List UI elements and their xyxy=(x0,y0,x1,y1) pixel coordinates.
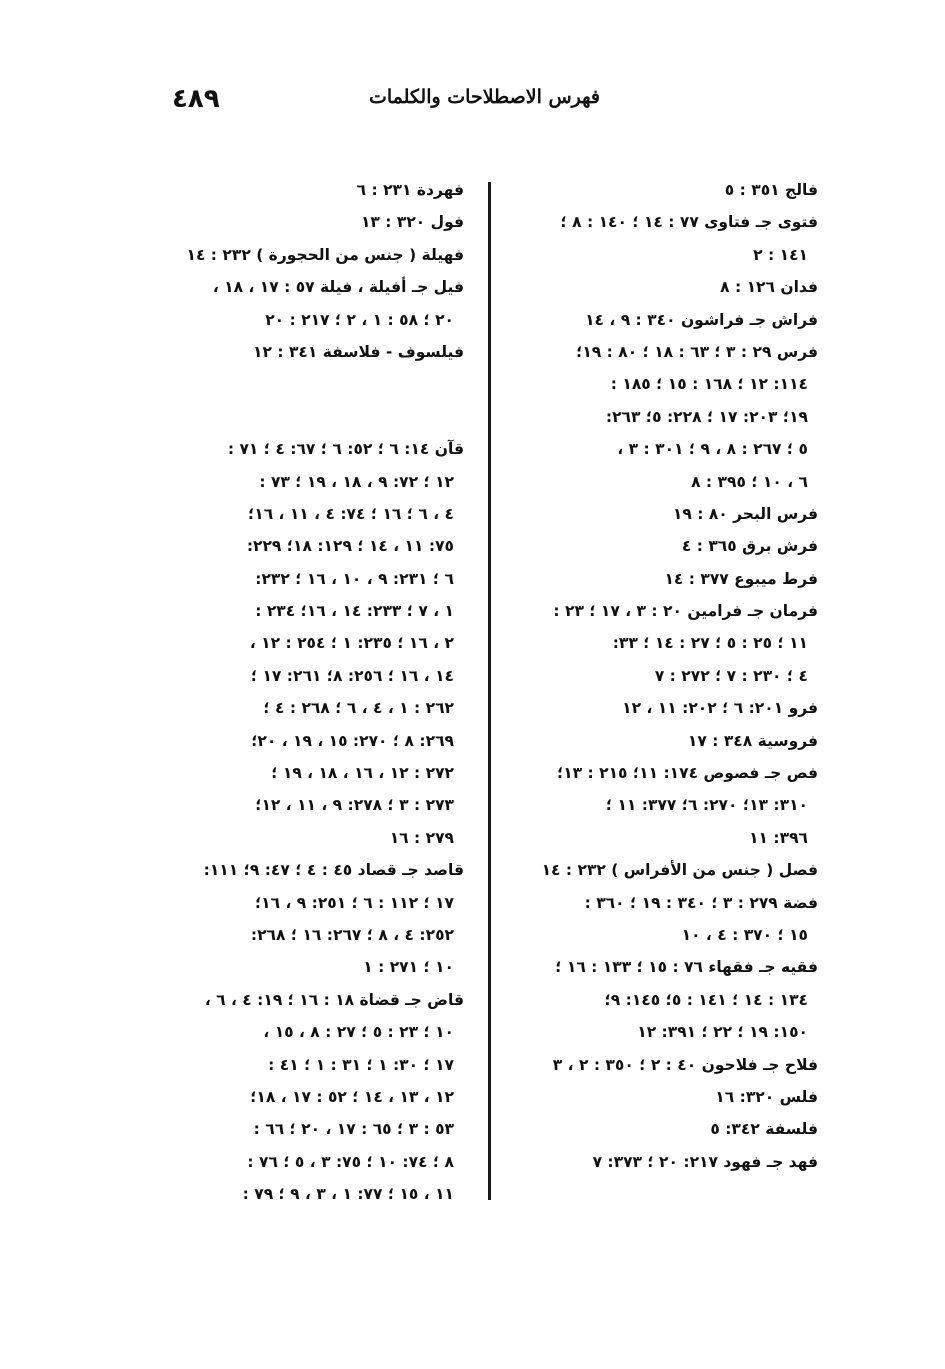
entry-line: فضة ٢٧٩ : ٣ ؛ ٣٤٠ : ١٩ ؛ ٣٦٠ : xyxy=(584,893,818,912)
entry-line: فرط ميبوع ٣٧٧ : ١٤ xyxy=(664,569,818,588)
entry-continuation-line: ١٧ ؛ ١١٢ : ٦ ؛ ٢٥١: ٩ ، ١٦؛ xyxy=(254,893,454,912)
entry-continuation-line: ١١ ، ١٥ ؛ ٧٧: ١ ، ٣ ، ٩ ؛ ٧٩ : xyxy=(242,1185,454,1204)
index-entry xyxy=(160,271,464,336)
entry-line: قاصد جـ قصاد ٤٥ : ٤ ؛ ٤٧: ٩؛ ١١١: xyxy=(203,861,464,880)
entry-continuation-line: ١ ، ٧ ؛ ٢٣٣: ١٤ ، ١٦؛ ٢٣٤ : xyxy=(255,602,454,621)
entry-line: قاض جـ قضاة ١٨ : ١٦ ؛ ١٩: ٤ ، ٦ ، xyxy=(204,990,464,1009)
index-entry xyxy=(508,1113,818,1145)
entry-line: فص جـ فصوص ١٧٤: ١١؛ ٢١٥ : ١٣؛ xyxy=(557,764,818,783)
index-entry xyxy=(508,1081,818,1113)
index-entry xyxy=(508,271,818,303)
entry-line: فراش جـ فراشون ٣٤٠ : ٩ ، ١٤ xyxy=(585,310,818,329)
entry-continuation-line: ٦ ، ١٠ ؛ ٣٩٥ : ٨ xyxy=(691,472,808,491)
entry-continuation-line: ٦ ؛ ٢٣١: ٩ ، ١٠ ، ١٦ ؛ ٢٣٢: xyxy=(255,569,454,588)
entry-line: فتوى جـ فتاوى ٧٧ : ١٤ ؛ ١٤٠ : ٨ ؛ xyxy=(560,213,818,232)
entry-line: فدان ١٢٦ : ٨ xyxy=(720,278,818,297)
entry-continuation-line: ٢٦٢ : ١ ، ٤ ، ٦ ؛ ٢٦٨ : ٤ ؛ xyxy=(263,699,454,718)
index-entry xyxy=(508,887,818,952)
entry-continuation-line: ١٣٤ : ١٤ ؛ ١٤١ : ٥؛ ١٤٥: ٩؛ xyxy=(604,990,808,1009)
entry-line: فهد جـ فهود ٢١٧: ٢٠ ؛ ٣٧٣: ٧ xyxy=(592,1152,818,1171)
entry-line: فيل جـ أفيلة ، فيلة ٥٧ : ١٧ ، ١٨ ، xyxy=(212,278,464,297)
index-entry xyxy=(508,595,818,692)
entry-continuation-line: ٢ ، ١٦ ؛ ٢٣٥: ١ ؛ ٢٥٤ : ١٢ ، xyxy=(249,634,454,653)
entry-continuation-line: ١٠ ؛ ٢٧١ : ١ xyxy=(363,958,454,977)
entry-continuation-line: ١٥ ؛ ٣٧٠ : ٤ ، ١٠ xyxy=(681,925,808,944)
entry-continuation-line: ١٥٠: ١٩ ؛ ٢٢ ؛ ٣٩١: ١٢ xyxy=(637,1023,808,1042)
index-entry xyxy=(160,984,464,1211)
entry-line: فلاح جـ فلاحون ٤٠ : ٢ ؛ ٣٥٠ : ٢ ، ٣ xyxy=(552,1055,818,1074)
entry-continuation-line: ٨ ؛ ٧٤: ١٠ ؛ ٧٥: ٣ ، ٥ ؛ ٧٦ : xyxy=(247,1152,454,1171)
index-entry xyxy=(508,1049,818,1081)
entry-continuation-line: ١٢ ، ١٣ ، ١٤ ؛ ٥٢ : ١٧ ، ١٨؛ xyxy=(250,1087,454,1106)
page-title: فهرس الاصطلاحات والكلمات xyxy=(368,86,600,108)
section-gap xyxy=(160,368,464,400)
entry-continuation-line: ٢٧٢ : ١٢ ، ١٦ ، ١٨ ، ١٩ ؛ xyxy=(271,764,454,783)
entry-line: فيلسوف - فلاسفة ٣٤١ : ١٢ xyxy=(253,342,464,361)
index-entry xyxy=(160,854,464,984)
index-entry xyxy=(160,239,464,271)
index-entry xyxy=(508,530,818,562)
entry-continuation-line: ١٠ ؛ ٢٣ : ٥ ؛ ٢٧ : ٨ ، ١٥ ، xyxy=(263,1023,454,1042)
index-entry xyxy=(508,498,818,530)
entry-continuation-line: ١٩؛ ٢٠٣: ١٧ ؛ ٢٢٨: ٥؛ ٢٦٣: xyxy=(605,407,808,426)
entry-line: فهردة ٢٣١ : ٦ xyxy=(356,181,464,199)
entry-line: فرش برق ٣٦٥ : ٤ xyxy=(681,537,818,556)
entry-continuation-line: ١٤ ، ١٦ ؛ ٢٥٦: ٨؛ ٢٦١: ١٧ ؛ xyxy=(250,666,454,685)
entry-line: فرمان جـ فرامين ٢٠ : ٣ ، ١٧ ؛ ٢٣ : xyxy=(553,602,818,621)
entry-continuation-line: ١٧ ؛ ٣٠: ١ ؛ ٣١ : ١ ؛ ٤١ : xyxy=(268,1055,454,1074)
entry-continuation-line: ٤ ؛ ٢٣٠ : ٧ ؛ ٢٧٢ : ٧ xyxy=(654,666,808,685)
entry-continuation-line: ٣١٠: ١٣؛ ٢٧٠: ٦؛ ٣٧٧: ١١ ؛ xyxy=(605,796,808,815)
entry-continuation-line: ٥ ؛ ٢٦٧ : ٨ ، ٩ ؛ ٣٠١ : ٣ ، xyxy=(617,440,808,459)
entry-line: فرس ٢٩ : ٣ ؛ ٦٣ : ١٨ ؛ ٨٠ : ١٩؛ xyxy=(576,342,818,361)
index-entry xyxy=(508,174,818,206)
entry-line: فالج ٣٥١ : ٥ xyxy=(724,181,818,199)
index-entry xyxy=(508,336,818,498)
index-column-left-bottom xyxy=(160,433,464,1210)
entry-continuation-line: ١٢ ؛ ٧٢: ٩ ، ١٨ ، ١٩ ؛ ٧٣ : xyxy=(259,472,454,491)
index-entry xyxy=(508,854,818,886)
entry-line: فروسية ٣٤٨ : ١٧ xyxy=(687,731,818,750)
entry-continuation-line: ٧٥: ١١ ، ١٤ ؛ ١٢٩: ١٨؛ ٢٢٩: xyxy=(246,537,454,556)
column-divider xyxy=(488,182,491,1200)
index-column-left-top xyxy=(160,174,464,368)
index-entry xyxy=(160,206,464,238)
entry-continuation-line: ٣٩٦: ١١ xyxy=(749,828,808,847)
entry-continuation-line: ٢٥٢: ٤ ، ٨ ؛ ٢٦٧: ١٦ ؛ ٢٦٨: xyxy=(250,925,454,944)
entry-line: فرو ٢٠١: ٦ ؛ ٢٠٢: ١١ ، ١٢ xyxy=(622,699,818,718)
entry-line: فلس ٣٢٠: ١٦ xyxy=(715,1087,818,1106)
index-entry xyxy=(508,563,818,595)
index-entry xyxy=(508,206,818,271)
index-column-right xyxy=(508,174,818,1178)
index-entry xyxy=(508,304,818,336)
entry-continuation-line: ٢٧٩ : ١٦ xyxy=(389,828,454,847)
entry-line: فصل ( جنس من الأفراس ) ٢٣٢ : ١٤ xyxy=(541,861,818,880)
index-entry xyxy=(160,433,464,854)
index-entry xyxy=(508,725,818,757)
entry-continuation-line: ٢٦٩: ٨ ؛ ٢٧٠: ١٥ ، ١٩ ، ٢٠؛ xyxy=(251,731,454,750)
entry-continuation-line: ١١٤: ١٢ ؛ ١٦٨ : ١٥ ؛ ١٨٥ : xyxy=(610,375,808,394)
index-entry xyxy=(508,1146,818,1178)
entry-line: قآن ١٤: ٦ ؛ ٥٢: ٦ ؛ ٦٧: ٤ ؛ ٧١ : xyxy=(227,440,464,459)
entry-line: فهيلة ( جنس من الحجورة ) ٢٣٢ : ١٤ xyxy=(186,245,464,264)
page-number: ٤٨٩ xyxy=(172,84,220,114)
entry-continuation-line: ١٤١ : ٢ xyxy=(753,245,808,264)
section-gap xyxy=(160,401,464,433)
entry-continuation-line: ٢٧٣ : ٣ ؛ ٢٧٨: ٩ ، ١١ ، ١٢؛ xyxy=(255,796,454,815)
entry-continuation-line: ٤ ، ٦ ؛ ١٦ ؛ ٧٤: ٤ ، ١١ ، ١٦؛ xyxy=(248,504,454,523)
entry-continuation-line: ٢٠ ؛ ٥٨ : ١ ، ٢ ؛ ٢١٧ : ٢٠ xyxy=(265,310,454,329)
entry-line: فقيه جـ فقهاء ٧٦ : ١٥ ؛ ١٣٣ : ١٦ ؛ xyxy=(555,958,818,977)
index-entry xyxy=(508,757,818,854)
entry-continuation-line: ١١ ؛ ٢٥ : ٥ ؛ ٢٧ : ١٤ ؛ ٣٣: xyxy=(612,634,808,653)
index-entry xyxy=(508,951,818,1048)
index-entry xyxy=(160,336,464,368)
entry-line: فلسفة ٣٤٢: ٥ xyxy=(710,1120,818,1139)
entry-line: فرس البحر ٨٠ : ١٩ xyxy=(672,504,818,523)
index-entry xyxy=(160,174,464,206)
index-column-left xyxy=(160,174,464,1211)
entry-line: فول ٣٢٠ : ١٣ xyxy=(360,213,464,232)
entry-continuation-line: ٥٣ : ٣ ؛ ٦٥ : ١٧ ، ٢٠ ؛ ٦٦ : xyxy=(253,1120,454,1139)
index-entry xyxy=(508,692,818,724)
page-header xyxy=(160,82,600,122)
